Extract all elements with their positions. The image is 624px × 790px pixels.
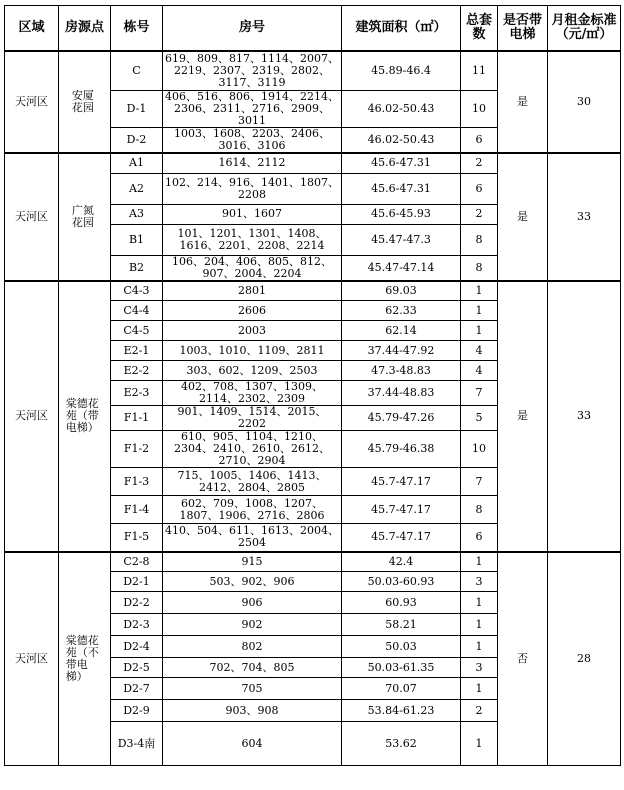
count-cell: 1 — [461, 636, 498, 658]
site-name: 棠德花苑（带电梯） — [65, 397, 99, 434]
rooms-cell: 402、708、1307、1309、2114、2302、2309 — [163, 381, 342, 406]
count-cell: 7 — [461, 468, 498, 496]
building-cell: D2-5 — [111, 658, 163, 678]
count-cell: 10 — [461, 91, 498, 128]
elevator-cell: 是 — [498, 153, 548, 281]
rooms-cell: 106、204、406、805、812、907、2004、2204 — [163, 255, 342, 281]
building-cell: B1 — [111, 224, 163, 255]
building-cell: D2-2 — [111, 592, 163, 614]
count-cell: 8 — [461, 496, 498, 524]
count-cell: 3 — [461, 658, 498, 678]
count-cell: 2 — [461, 153, 498, 173]
area-cell: 37.44-48.83 — [342, 381, 461, 406]
count-cell: 1 — [461, 552, 498, 572]
district-cell: 天河区 — [5, 281, 59, 552]
elevator-cell: 是 — [498, 281, 548, 552]
area-cell: 45.6-45.93 — [342, 204, 461, 224]
area-cell: 45.7-47.17 — [342, 468, 461, 496]
building-cell: D2-7 — [111, 678, 163, 700]
table-row — [5, 552, 621, 572]
area-cell: 42.4 — [342, 552, 461, 572]
site-name: 棠德花苑（不带电梯） — [65, 633, 99, 683]
rooms-cell: 902 — [163, 614, 342, 636]
count-cell: 5 — [461, 406, 498, 431]
site-cell — [59, 51, 111, 154]
rooms-cell: 2606 — [163, 301, 342, 321]
count-cell: 6 — [461, 524, 498, 552]
district-cell: 天河区 — [5, 51, 59, 154]
elevator-cell: 否 — [498, 552, 548, 766]
area-cell: 45.47-47.14 — [342, 255, 461, 281]
table-row — [5, 281, 621, 301]
area-cell: 47.3-48.83 — [342, 361, 461, 381]
rooms-cell: 503、902、906 — [163, 572, 342, 592]
header-row — [5, 6, 621, 51]
count-cell: 6 — [461, 173, 498, 204]
area-cell: 53.84-61.23 — [342, 700, 461, 722]
rent-cell: 33 — [548, 153, 621, 281]
area-cell: 50.03-61.35 — [342, 658, 461, 678]
building-cell: C4-3 — [111, 281, 163, 301]
rooms-cell: 406、516、806、1914、2214、2306、2311、2716、2909、3011 — [163, 91, 342, 128]
header-rent: 月租金标准（元/㎡） — [548, 6, 621, 51]
area-cell: 45.89-46.4 — [342, 51, 461, 91]
building-cell: D-1 — [111, 91, 163, 128]
rooms-cell: 705 — [163, 678, 342, 700]
rooms-cell: 303、602、1209、2503 — [163, 361, 342, 381]
rooms-cell: 802 — [163, 636, 342, 658]
rooms-cell: 901、1409、1514、2015、2202 — [163, 406, 342, 431]
rooms-cell: 715、1005、1406、1413、2412、2804、2805 — [163, 468, 342, 496]
rent-cell: 33 — [548, 281, 621, 552]
building-cell: E2-2 — [111, 361, 163, 381]
rent-cell: 28 — [548, 552, 621, 766]
district-cell: 天河区 — [5, 552, 59, 766]
area-cell: 45.47-47.3 — [342, 224, 461, 255]
count-cell: 8 — [461, 255, 498, 281]
building-cell: C4-4 — [111, 301, 163, 321]
count-cell: 1 — [461, 301, 498, 321]
rooms-cell: 102、214、916、1401、1807、2208 — [163, 173, 342, 204]
count-cell: 1 — [461, 321, 498, 341]
district-cell: 天河区 — [5, 153, 59, 281]
count-cell: 1 — [461, 281, 498, 301]
count-cell: 3 — [461, 572, 498, 592]
area-cell: 69.03 — [342, 281, 461, 301]
site-name: 安厦花园 — [71, 88, 94, 114]
count-cell: 1 — [461, 678, 498, 700]
rooms-cell: 903、908 — [163, 700, 342, 722]
building-cell: D2-3 — [111, 614, 163, 636]
building-cell: D3-4南 — [111, 722, 163, 766]
building-cell: B2 — [111, 255, 163, 281]
building-cell: A2 — [111, 173, 163, 204]
area-cell: 62.14 — [342, 321, 461, 341]
count-cell: 1 — [461, 722, 498, 766]
building-cell: F1-1 — [111, 406, 163, 431]
rooms-cell: 410、504、611、1613、2004、2504 — [163, 524, 342, 552]
area-cell: 45.7-47.17 — [342, 496, 461, 524]
area-cell: 46.02-50.43 — [342, 91, 461, 128]
header-count: 总套数 — [461, 6, 498, 51]
area-cell: 70.07 — [342, 678, 461, 700]
building-cell: F1-2 — [111, 431, 163, 468]
building-cell: A1 — [111, 153, 163, 173]
area-cell: 45.7-47.17 — [342, 524, 461, 552]
header-area: 建筑面积（㎡） — [342, 6, 461, 51]
rooms-cell: 602、709、1008、1207、1807、1906、2716、2806 — [163, 496, 342, 524]
building-cell: A3 — [111, 204, 163, 224]
building-cell: D2-1 — [111, 572, 163, 592]
count-cell: 10 — [461, 431, 498, 468]
site-cell — [59, 281, 111, 552]
count-cell: 7 — [461, 381, 498, 406]
area-cell: 60.93 — [342, 592, 461, 614]
building-cell: F1-4 — [111, 496, 163, 524]
building-cell: D2-9 — [111, 700, 163, 722]
count-cell: 2 — [461, 204, 498, 224]
elevator-cell: 是 — [498, 51, 548, 154]
count-cell: 1 — [461, 614, 498, 636]
building-cell: C2-8 — [111, 552, 163, 572]
rooms-cell: 915 — [163, 552, 342, 572]
area-cell: 45.6-47.31 — [342, 153, 461, 173]
building-cell: D-2 — [111, 128, 163, 154]
header-rooms: 房号 — [163, 6, 342, 51]
area-cell: 50.03 — [342, 636, 461, 658]
header-building: 栋号 — [111, 6, 163, 51]
area-cell: 45.79-47.26 — [342, 406, 461, 431]
rooms-cell: 619、809、817、1114、2007、2219、2307、2319、2802、3117、3119 — [163, 51, 342, 91]
area-cell: 62.33 — [342, 301, 461, 321]
table-row — [5, 51, 621, 91]
rooms-cell: 2801 — [163, 281, 342, 301]
site-name: 广氮花园 — [71, 203, 94, 229]
building-cell: C4-5 — [111, 321, 163, 341]
area-cell: 46.02-50.43 — [342, 128, 461, 154]
rooms-cell: 610、905、1104、1210、2304、2410、2610、2612、2710、2904 — [163, 431, 342, 468]
area-cell: 50.03-60.93 — [342, 572, 461, 592]
area-cell: 58.21 — [342, 614, 461, 636]
table-row — [5, 153, 621, 173]
site-cell — [59, 552, 111, 766]
rent-cell: 30 — [548, 51, 621, 154]
rooms-cell: 702、704、805 — [163, 658, 342, 678]
housing-table — [4, 5, 621, 766]
building-cell: E2-3 — [111, 381, 163, 406]
area-cell: 45.6-47.31 — [342, 173, 461, 204]
header-elevator: 是否带电梯 — [498, 6, 548, 51]
building-cell: F1-5 — [111, 524, 163, 552]
building-cell: E2-1 — [111, 341, 163, 361]
rooms-cell: 1003、1010、1109、2811 — [163, 341, 342, 361]
count-cell: 11 — [461, 51, 498, 91]
area-cell: 45.79-46.38 — [342, 431, 461, 468]
rooms-cell: 2003 — [163, 321, 342, 341]
header-district: 区域 — [5, 6, 59, 51]
rooms-cell: 101、1201、1301、1408、1616、2201、2208、2214 — [163, 224, 342, 255]
count-cell: 8 — [461, 224, 498, 255]
building-cell: C — [111, 51, 163, 91]
rooms-cell: 901、1607 — [163, 204, 342, 224]
count-cell: 4 — [461, 341, 498, 361]
site-cell — [59, 153, 111, 281]
count-cell: 2 — [461, 700, 498, 722]
building-cell: D2-4 — [111, 636, 163, 658]
rooms-cell: 1003、1608、2203、2406、3016、3106 — [163, 128, 342, 154]
count-cell: 6 — [461, 128, 498, 154]
count-cell: 1 — [461, 592, 498, 614]
rooms-cell: 1614、2112 — [163, 153, 342, 173]
header-site: 房源点 — [59, 6, 111, 51]
rooms-cell: 906 — [163, 592, 342, 614]
rooms-cell: 604 — [163, 722, 342, 766]
count-cell: 4 — [461, 361, 498, 381]
area-cell: 37.44-47.92 — [342, 341, 461, 361]
area-cell: 53.62 — [342, 722, 461, 766]
building-cell: F1-3 — [111, 468, 163, 496]
